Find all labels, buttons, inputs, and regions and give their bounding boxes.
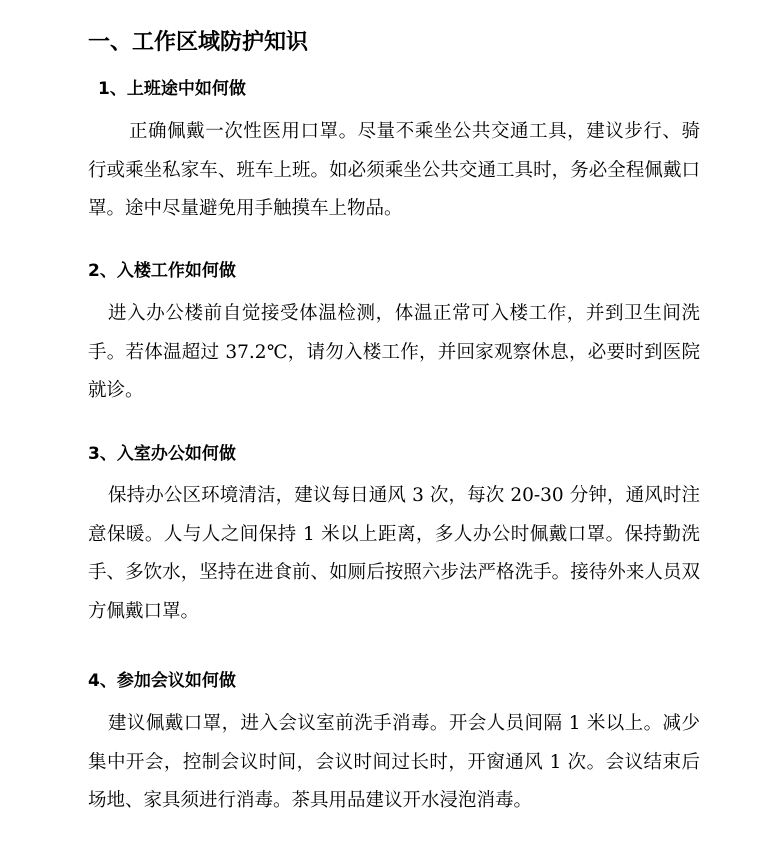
section-heading-office-work: 3、入室办公如何做: [88, 444, 236, 464]
section-text-commute: 正确佩戴一次性医用口罩。尽量不乘坐公共交通工具，建议步行、骑行或乘坐私家车、班车上班。如必须乘坐公共交通工具时，务必全程佩戴口罩。途中尽量避免用手触摸车上物品。: [88, 121, 700, 219]
document-title: 一、工作区域防护知识: [88, 30, 309, 55]
section-heading-enter-building: 2、入楼工作如何做: [88, 261, 236, 281]
section-text-meetings: 建议佩戴口罩，进入会议室前洗手消毒。开会人员间隔 1 米以上。减少集中开会，控制会议时间，会议时间过长时，开窗通风 1 次。会议结束后场地、家具须进行消毒。茶具用品建议开水浸泡消毒。: [88, 713, 700, 811]
section-text-enter-building: 进入办公楼前自觉接受体温检测，体温正常可入楼工作，并到卫生间洗手。若体温超过 37.2℃，请勿入楼工作，并回家观察休息，必要时到医院就诊。: [88, 303, 700, 401]
section-heading-commute: 1、上班途中如何做: [98, 79, 246, 99]
section-text-office-work: 保持办公区环境清洁，建议每日通风 3 次，每次 20-30 分钟，通风时注意保暖。人与人之间保持 1 米以上距离，多人办公时佩戴口罩。保持勤洗手、多饮水，坚持在进食前、如厕后按照六步法严格洗手。接待外来人员双方佩戴口罩。: [88, 485, 700, 622]
section-heading-meetings: 4、参加会议如何做: [88, 671, 236, 691]
